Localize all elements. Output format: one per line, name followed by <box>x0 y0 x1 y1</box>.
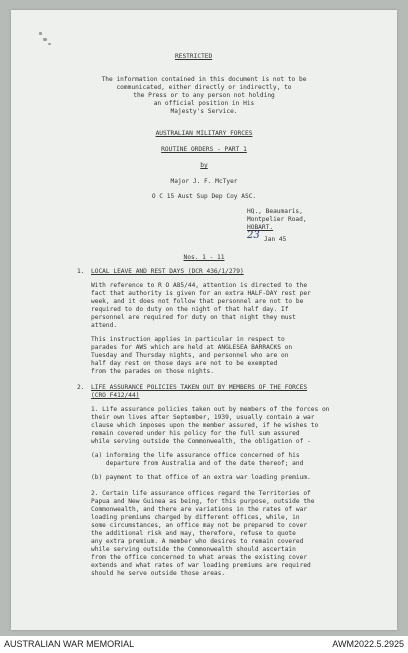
classification-heading: RESTRICTED <box>175 53 213 60</box>
body-line: their own lives after September, 1939, usually contain a war <box>91 414 315 421</box>
body-line: 2. Certain life assurance offices regard the Territories of <box>91 490 311 497</box>
notice-line: communicated, either directly or indirectly, to <box>116 84 292 91</box>
body-line: while serving outside the Commonwealth should ascertain <box>91 546 296 553</box>
footer-bar <box>0 636 408 653</box>
body-line: from the office concerned to what areas the existing cover <box>91 554 308 561</box>
body-line: week, and it does not follow that personnel are not to be <box>91 298 304 305</box>
body-line: remain covered under his policy for the full sum assured <box>91 430 300 437</box>
body-line: 1. Life assurance policies taken out by members of the forces on <box>91 406 330 413</box>
body-line: some circumstances, an office may not be prepared to cover <box>91 522 308 529</box>
body-line: from the parades on those nights. <box>91 368 214 375</box>
body-line: With reference to R O A85/44, attention is directed to the <box>91 282 308 289</box>
list-point: departure from Australia and of the date thereof; and <box>91 460 304 467</box>
body-line: This instruction applies in particular in respect to <box>91 336 285 343</box>
order-numbers: Nos. 1 - 11 <box>183 254 225 261</box>
list-point: (b) payment to that office of an extra war loading premium. <box>91 474 311 481</box>
list-point: (a) informing the life assurance office concerned of his <box>91 452 300 459</box>
body-line: parades for AWS which are held at ANGLESEA BARRACKS on <box>91 344 293 351</box>
item-number: 1. <box>77 268 85 275</box>
typed-date: Jan 45 <box>264 236 287 243</box>
body-line: Tuesday and Thursday nights, and personnel who are on <box>91 352 289 359</box>
handwritten-date: 23 <box>247 230 260 241</box>
notice-line: an official position in His <box>153 100 255 107</box>
body-line: the additional risk and may, therefore, refuse to quote <box>91 530 296 537</box>
officer-unit: O C 15 Aust Sup Dep Coy ASC. <box>151 193 257 200</box>
body-line: loading premiums charged by different offices, while, in <box>91 514 300 521</box>
item-heading: LIFE ASSURANCE POLICIES TAKEN OUT BY MEMBERS OF THE FORCES <box>91 384 308 391</box>
body-line: required to do duty on the night of that half day. If <box>91 306 289 313</box>
body-line: should he serve outside those areas. <box>91 570 226 577</box>
footer-accession-number: AWM2022.5.2925 <box>332 639 404 649</box>
item-heading: LOCAL LEAVE AND REST DAYS (DCR 436/1/279) <box>91 268 244 275</box>
item-heading-reference: (CRO F412/44) <box>91 392 140 399</box>
body-line: any extra premium. A member who desires to remain covered <box>91 538 304 545</box>
footer-source: AUSTRALIAN WAR MEMORIAL <box>4 639 135 649</box>
punch-mark-2 <box>43 38 47 41</box>
body-line: clause which imposes upon the member assured, if he wishes to <box>91 422 319 429</box>
force-heading: AUSTRALIAN MILITARY FORCES <box>155 130 253 137</box>
notice-line: the Press or to any person not holding <box>133 92 275 99</box>
punch-mark-1 <box>39 32 42 35</box>
body-line: Commonwealth, and there are variations in the rates of war <box>91 506 308 513</box>
address-line: HOBART. <box>247 224 274 231</box>
body-line: extends and what rates of war loading premiums are required <box>91 562 311 569</box>
body-line: fact that authority is given for an extra HALF-DAY rest per <box>91 290 311 297</box>
by-label: by <box>200 162 208 169</box>
address-line: HQ., Beaumaris, <box>247 208 303 215</box>
body-line: personnel are required for duty on that night they must <box>91 314 296 321</box>
notice-line: Majesty's Service. <box>170 108 238 115</box>
orders-title: ROUTINE ORDERS - PART 1 <box>161 146 247 153</box>
body-line: while serving outside the Commonwealth, the obligation of - <box>91 438 311 445</box>
body-line: half day rest on those days are not to be exempted <box>91 360 278 367</box>
body-line: attend. <box>91 322 118 329</box>
document-page <box>11 10 397 630</box>
punch-mark-3 <box>48 43 51 45</box>
body-line: Papua and New Guinea as being, for this purpose, outside the <box>91 498 315 505</box>
officer-name: Major J. F. McTyer <box>170 178 238 185</box>
notice-line: The information contained in this document is not to be <box>101 76 307 83</box>
address-line: Montpelier Road, <box>247 216 307 223</box>
item-number: 2. <box>77 384 85 391</box>
